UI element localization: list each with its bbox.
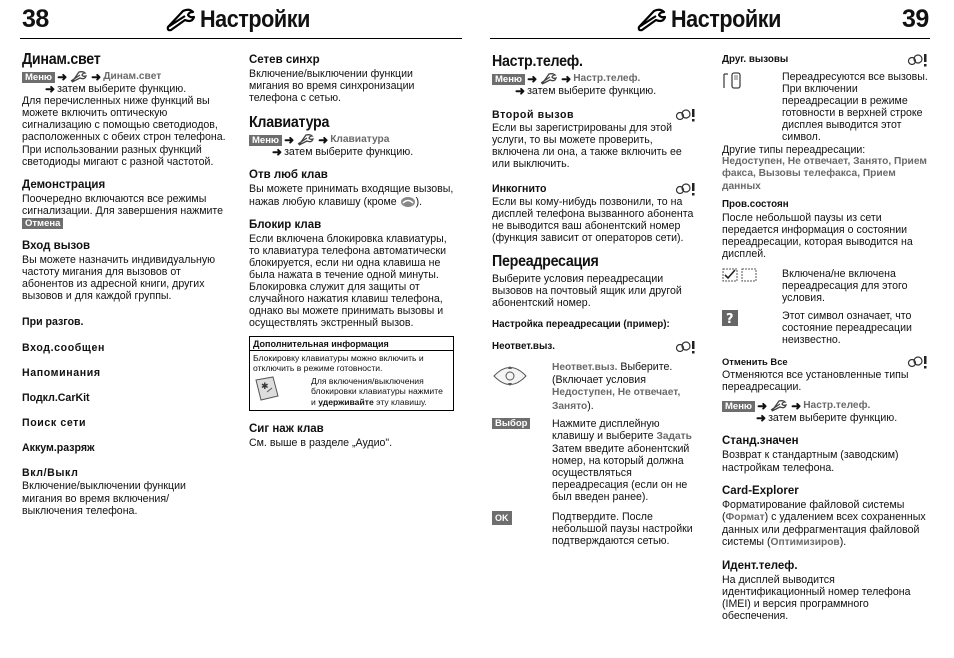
arrow-right-icon: ➜: [527, 72, 538, 86]
subsection-title-ident: Идент.телеф.: [722, 560, 798, 573]
info-box-title: Дополнительная информация: [253, 338, 389, 349]
subsection-header: [492, 182, 697, 196]
menu-path-tail: [492, 85, 697, 97]
end-call-key-icon: [400, 196, 416, 208]
menu-key: Меню: [249, 135, 282, 146]
paragraph: Форматирование файловой системы (Формат) с удалением всех сохраненных данных или дефрагментация файловой системы (Оптимизиров).: [722, 498, 926, 548]
paragraph: На дисплей выводится идентификационный номер телефона (IMEI) и версия программного обеспечения.: [722, 574, 911, 623]
network-service-icon: [675, 182, 697, 196]
list-item: При разгов.: [22, 316, 84, 329]
icon-row: [722, 310, 929, 346]
paragraph: Другие типы переадресации:: [722, 143, 866, 156]
subsection-title-card-explorer: Card-Explorer: [722, 484, 799, 497]
list-item: Подкл.CarKit: [22, 392, 90, 405]
forwarding-types-list: Недоступен, Не отвечает, Занято, Прием факса, Вызовы телефакса, Прием данных: [722, 155, 927, 192]
wrench-icon: [636, 8, 670, 32]
paragraph: Включена/не включена переадресация для этого условия.: [782, 267, 908, 304]
arrow-right-icon: ➜: [284, 133, 295, 148]
step-text: Неответ.выз. Выберите. (Включает условия Недоступен, Не отвечает, Занято).: [552, 361, 681, 412]
checkbox-icon: [722, 268, 782, 282]
paragraph: Возврат к стандартным (заводским) настройкам телефона.: [722, 449, 899, 474]
paragraph: Если включена блокировка клавиатуры, то клавиатура телефона автоматически блокируется, если ни одна клавиша не была нажата в течение одной минуты. Блокировка служит для защиты от случайного нажатия клавиш телефона, однако вы можете принимать вызовы и осуществлять экстренный вызов.: [249, 232, 447, 330]
subsection-title-default: Станд.значен: [722, 435, 799, 448]
subsection-header: [492, 108, 697, 122]
network-service-icon: [675, 108, 697, 122]
step-text: Подтвердите. После небольшой паузы настройки подтверждаются сетью.: [552, 511, 693, 548]
paragraph: Вы можете принимать входящие вызовы, нажав любую клавишу (кроме ).: [249, 183, 454, 208]
column-2: [249, 54, 454, 449]
network-service-icon: [675, 340, 697, 354]
cancel-key: Отмена: [22, 218, 63, 229]
menu-path-item: Клавиатура: [330, 134, 390, 146]
section-title-forwarding: Переадресация: [492, 252, 599, 270]
step-row: [492, 511, 697, 547]
list-item: Вкл/Выкл: [22, 467, 79, 480]
menu-path-tail: [249, 146, 454, 158]
subsection-title-incoming: Вход вызов: [22, 240, 91, 253]
list-item: Напоминания: [22, 367, 101, 380]
step-row: [492, 418, 697, 504]
subsection-title-incognito: Инкогнито: [492, 182, 547, 195]
info-box-text: Блокировку клавиатуры можно включить и отключить в режиме готовности.: [253, 352, 424, 373]
svg-text:?: ?: [726, 311, 734, 326]
menu-key: Меню: [492, 74, 525, 85]
subsection-title-sync: Сетев синхр: [249, 54, 320, 66]
column-3: [492, 53, 697, 548]
arrow-right-icon: ➜: [91, 70, 102, 84]
paragraph: Поочередно включаются все режимы сигнализации. Для завершения нажмите Отмена: [22, 192, 224, 229]
paragraph: См. выше в разделе „Аудио".: [249, 436, 393, 449]
menu-path-item: Настр.телеф.: [573, 73, 641, 84]
left-page-title: Настройки: [200, 6, 310, 33]
menu-path-item: Динам.свет: [103, 71, 162, 82]
question-icon: [722, 310, 782, 326]
paragraph: Включение/выключении функции мигания во время включения/ выключения телефона.: [22, 480, 186, 517]
right-header-rule: [490, 38, 930, 39]
wrench-icon: [769, 400, 789, 412]
subsection-header: [722, 53, 929, 67]
ok-key: OK: [492, 511, 512, 525]
paragraph: Включение/выключении функции мигания во время синхронизации телефона с сетью.: [249, 68, 415, 105]
star-key-icon: [253, 376, 311, 402]
section-title-dinam: Динам.свет: [22, 51, 101, 68]
select-key: Выбор: [492, 418, 530, 429]
icon-row: [722, 71, 929, 144]
paragraph: Этот символ означает, что состояние переадресации неизвестно.: [782, 309, 912, 346]
column-4: [722, 53, 929, 622]
subsection-title-anykey: Отв люб клав: [249, 169, 328, 182]
right-page-title: Настройки: [671, 6, 781, 33]
column-1: [22, 51, 227, 517]
list-item: Поиск сети: [22, 417, 87, 430]
arrow-right-icon: ➜: [791, 399, 802, 414]
wrench-icon: [539, 73, 559, 85]
subsection-title-demo: Демонстрация: [22, 178, 106, 191]
network-service-icon: [907, 355, 929, 369]
arrow-right-icon: ➜: [757, 399, 768, 414]
section-title-keyboard: Клавиатура: [249, 114, 330, 132]
svg-text:✱: ✱: [261, 382, 269, 393]
arrow-right-icon: ➜: [318, 133, 329, 148]
wrench-icon: [69, 71, 89, 83]
subsection-title-cancel-all: Отменить Все: [722, 356, 788, 368]
network-service-icon: [907, 53, 929, 67]
left-page-number: 38: [22, 5, 49, 33]
arrow-right-icon: ➜: [561, 72, 572, 86]
subsection-title-noanswer: Неответ.выз.: [492, 341, 555, 353]
forwarding-icon: [722, 71, 782, 93]
subsection-title-keytone: Сиг наж клав: [249, 422, 324, 435]
instruction-text: затем выберите функцию.: [768, 412, 898, 425]
instruction-text: затем выберите функцию.: [527, 85, 657, 98]
menu-path-item: Настр.телеф.: [803, 400, 871, 412]
subsection-header: [722, 355, 929, 369]
wrench-icon: [296, 134, 316, 146]
paragraph: Для перечисленных ниже функций вы можете включить оптическую сигнализацию с помощью светодиодов, расположенных с обеих строн телефона. При использовании разных функций светодиоды мигают с разной частотой.: [22, 95, 226, 168]
arrow-right-icon: ➜: [756, 411, 767, 426]
step-text: Нажмите дисплейную клавишу и выберите Задать Затем введите абонентский номер, на который должна осуществляться переадресация (если он не был введен ранее).: [552, 417, 692, 504]
list-item: Аккум.разряж: [22, 442, 95, 455]
step-row: [492, 361, 697, 412]
menu-key: Меню: [722, 401, 755, 412]
menu-path-tail: [722, 412, 929, 424]
right-page-number: 39: [902, 5, 929, 33]
paragraph: Переадресуются все вызовы. При включении переадресации в режиме готовности в верхней строке дисплея выводится этот символ.: [782, 71, 928, 144]
arrow-right-icon: ➜: [272, 145, 283, 160]
section-title-phone: Настр.телеф.: [492, 53, 583, 70]
info-box-key-text: Для включения/выключения блокировки клавиатуры нажмите и удерживайте эту клавишу.: [311, 376, 443, 407]
paragraph: После небольшой паузы из сети передается информация о состоянии переадресации, которая выводится на дисплей.: [722, 212, 913, 261]
subsection-title-status: Пров.состоян: [722, 199, 789, 211]
subsection-title-second: Второй вызов: [492, 109, 575, 122]
menu-path-tail: [22, 83, 227, 95]
instruction-text: затем выберите функцию.: [284, 146, 414, 159]
menu-path: [722, 400, 929, 412]
paragraph: Отменяются все установленные типы переадресации.: [722, 369, 909, 394]
wrench-icon: [165, 8, 199, 32]
arrow-right-icon: ➜: [57, 70, 68, 84]
subsection-title-lock: Блокир клав: [249, 218, 322, 231]
menu-key: Меню: [22, 72, 55, 83]
arrow-right-icon: ➜: [515, 84, 526, 99]
info-box: [249, 336, 454, 411]
navigation-key-icon: [492, 361, 552, 391]
instruction-text: затем выберите функцию.: [57, 83, 187, 96]
example-title: Настройка переадресации (пример):: [492, 319, 670, 331]
subsection-header: [492, 340, 697, 354]
paragraph: Выберите условия переадресации вызовов на почтовый ящик или другой абонентский номер.: [492, 272, 682, 310]
icon-row: [722, 268, 929, 304]
paragraph: Если вы зарегистрированы для этой услуги, то вы можете проверить, включена ли она, а также включить ее или выключить.: [492, 122, 682, 171]
left-header-rule: [20, 38, 462, 39]
list-item: Вход.сообщен: [22, 342, 105, 355]
paragraph: Если вы кому-нибудь позвонили, то на дисплей телефона вызванного абонента не выводится ваш абонентский номер (функция зависит от операторов сети).: [492, 195, 694, 244]
arrow-right-icon: ➜: [45, 82, 56, 97]
subsection-title-all: Друг. вызовы: [722, 54, 789, 65]
paragraph: Вы можете назначить индивидуальную частоту мигания для вызовов от абонентов из адресной книги, других вызовов и для каждой группы.: [22, 254, 216, 303]
